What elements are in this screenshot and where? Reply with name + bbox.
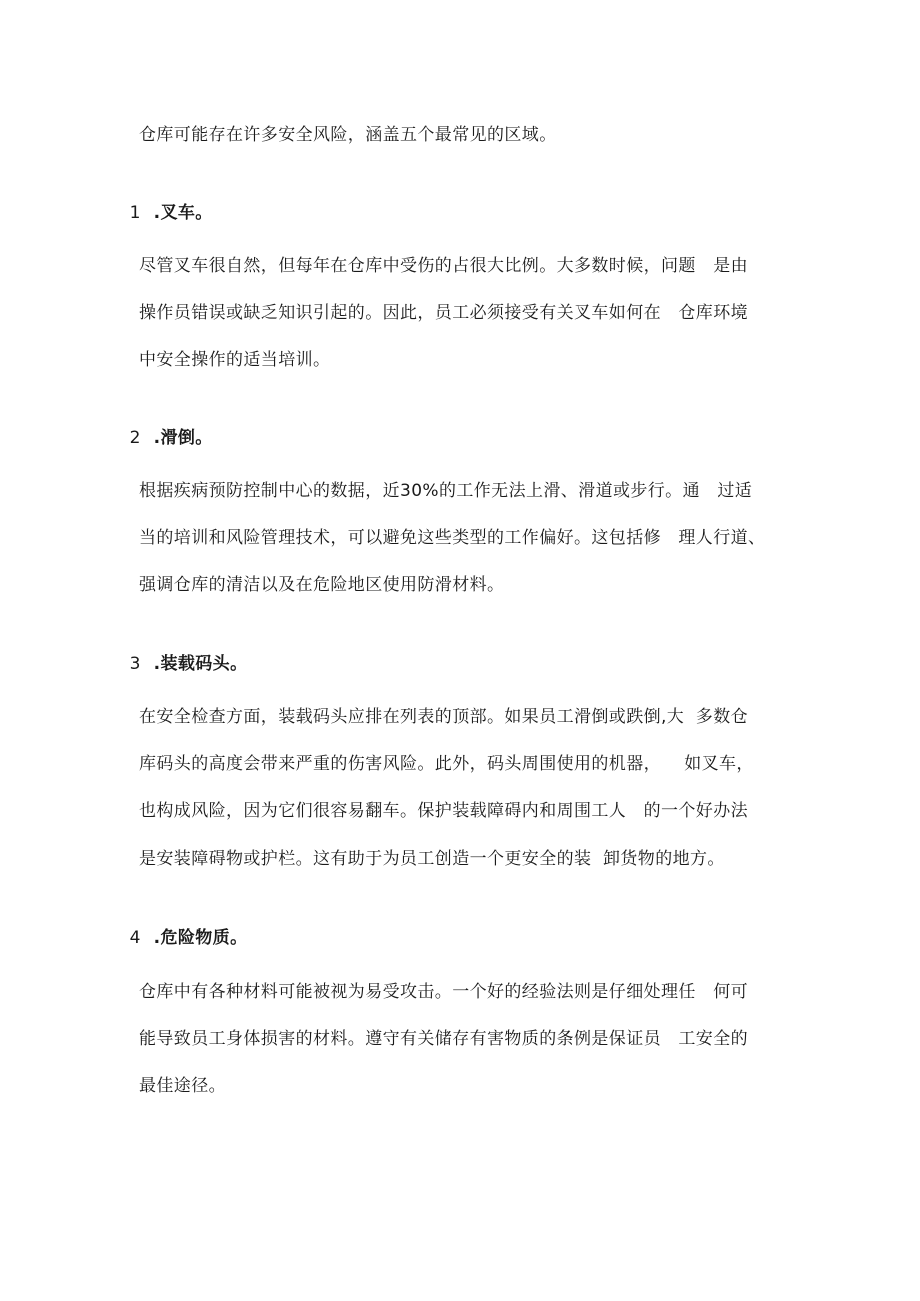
paragraph-line: 能导致员工身体损害的材料。遵守有关储存有害物质的条例是保证员 工安全的 — [139, 1029, 749, 1049]
section-title: .叉车。 — [153, 203, 213, 223]
paragraph-line: 尽管叉车很自然，但每年在仓库中受伤的占很大比例。大多数时候，问题 是由 — [139, 256, 749, 276]
paragraph-line: 库码头的高度会带来严重的伤害风险。此外，码头周围使用的机器， 如叉车， — [139, 754, 754, 774]
paragraph-line: 强调仓库的清洁以及在危险地区使用防滑材料。 — [139, 575, 505, 595]
paragraph-line: 当的培训和风险管理技术，可以避免这些类型的工作偏好。这包括修 理人行道、 — [139, 528, 766, 548]
paragraph-line: 仓库中有各种材料可能被视为易受攻击。一个好的经验法则是仔细处理任 何可 — [139, 982, 749, 1002]
section-number: 3 — [129, 654, 141, 674]
paragraph-line: 也构成风险，因为它们很容易翻车。保护装载障碍内和周围工人 的一个好办法 — [139, 801, 749, 821]
intro-paragraph: 仓库可能存在许多安全风险，涵盖五个最常见的区域。 — [139, 125, 557, 145]
section-title: .装载码头。 — [153, 654, 248, 674]
section-heading-4 — [108, 905, 247, 971]
paragraph-line: 在安全检查方面，装载码头应排在列表的顶部。如果员工滑倒或跌倒,大 多数仓 — [139, 707, 749, 727]
section-heading-1 — [108, 180, 213, 246]
section-title: .滑倒。 — [153, 428, 213, 448]
section-number: 4 — [129, 928, 141, 948]
section-title: .危险物质。 — [153, 928, 248, 948]
section-heading-2 — [108, 405, 213, 471]
paragraph-line: 中安全操作的适当培训。 — [139, 350, 331, 370]
paragraph-line: 最佳途径。 — [139, 1076, 226, 1096]
paragraph-line: 根据疾病预防控制中心的数据，近30%的工作无法上滑、滑道或步行。通 过适 — [139, 481, 753, 501]
section-heading-3 — [108, 631, 247, 697]
paragraph-line: 操作员错误或缺乏知识引起的。因此，员工必须接受有关叉车如何在 仓库环境 — [139, 303, 749, 323]
section-number: 2 — [129, 428, 141, 448]
section-number: 1 — [129, 203, 141, 223]
paragraph-line: 是安装障碍物或护栏。这有助于为员工创造一个更安全的装 卸货物的地方。 — [139, 849, 725, 869]
